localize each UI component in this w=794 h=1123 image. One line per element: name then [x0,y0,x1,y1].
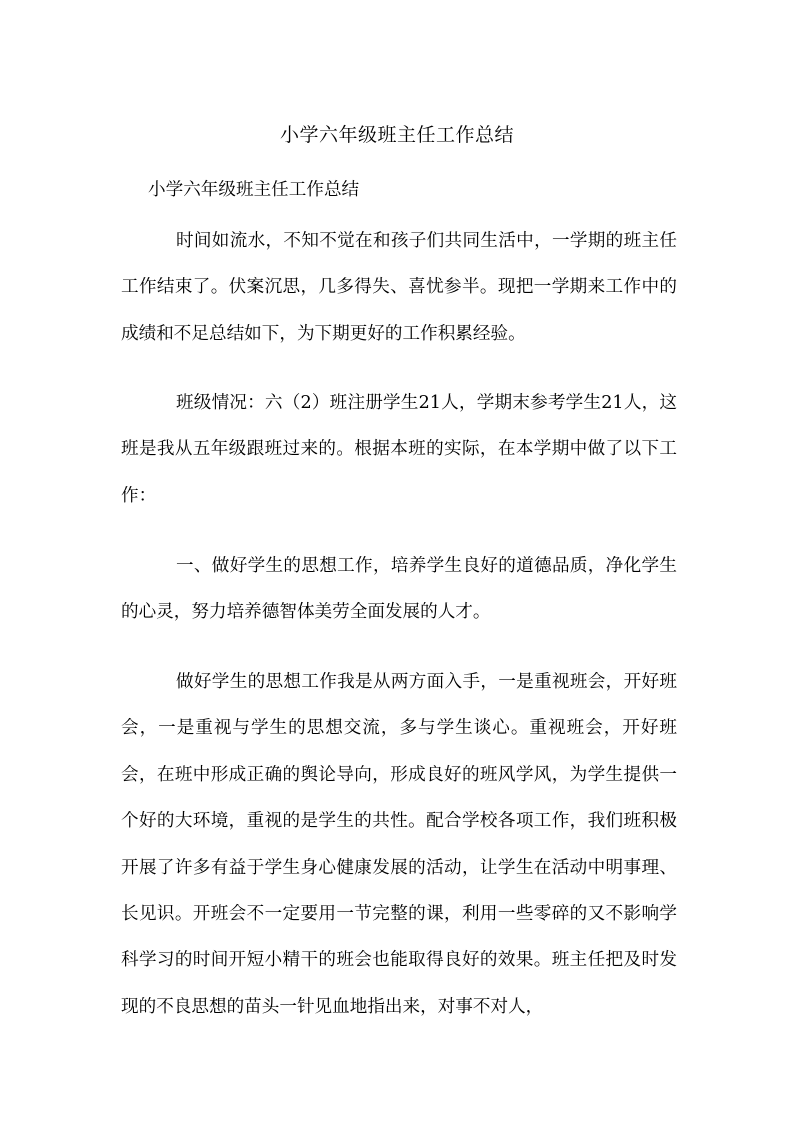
document-title: 小学六年级班主任工作总结 [279,124,514,146]
document-subtitle: 小学六年级班主任工作总结 [148,180,360,200]
paragraph-section-one-heading: 一、做好学生的思想工作，培养学生良好的道德品质，净化学生的心灵，努力培养德智体美劳全面发展的人才。 [121,556,677,623]
paragraph-thought-work: 做好学生的思想工作我是从两方面入手，一是重视班会，开好班会，一是重视与学生的思想交流，多与学生谈心。重视班会，开好班会，在班中形成正确的舆论导向，形成良好的班风学风，为学生提供一个好的大环境，重视的是学生的共性。配合学校各项工作，我们班积极开展了许多有益于学生身心健康发展的活动，让学生在活动中明事理、长见识。开班会不一定要用一节完整的课，利用一些零碎的又不影响学科学习的时间开短小精干的班会也能取得良好的效果。班主任把及时发现的不良思想的苗头一针见血地指出来，对事不对人， [121,672,677,1017]
paragraph-class-info: 班级情况：六（2）班注册学生21人，学期末参考学生21人，这班是我从五年级跟班过来的。根据本班的实际，在本学期中做了以下工作： [121,393,677,506]
paragraph-intro: 时间如流水，不知不觉在和孩子们共同生活中，一学期的班主任工作结束了。伏案沉思，几多得失、喜忧参半。现把一学期来工作中的成绩和不足总结如下，为下期更好的工作积累经验。 [121,231,677,344]
